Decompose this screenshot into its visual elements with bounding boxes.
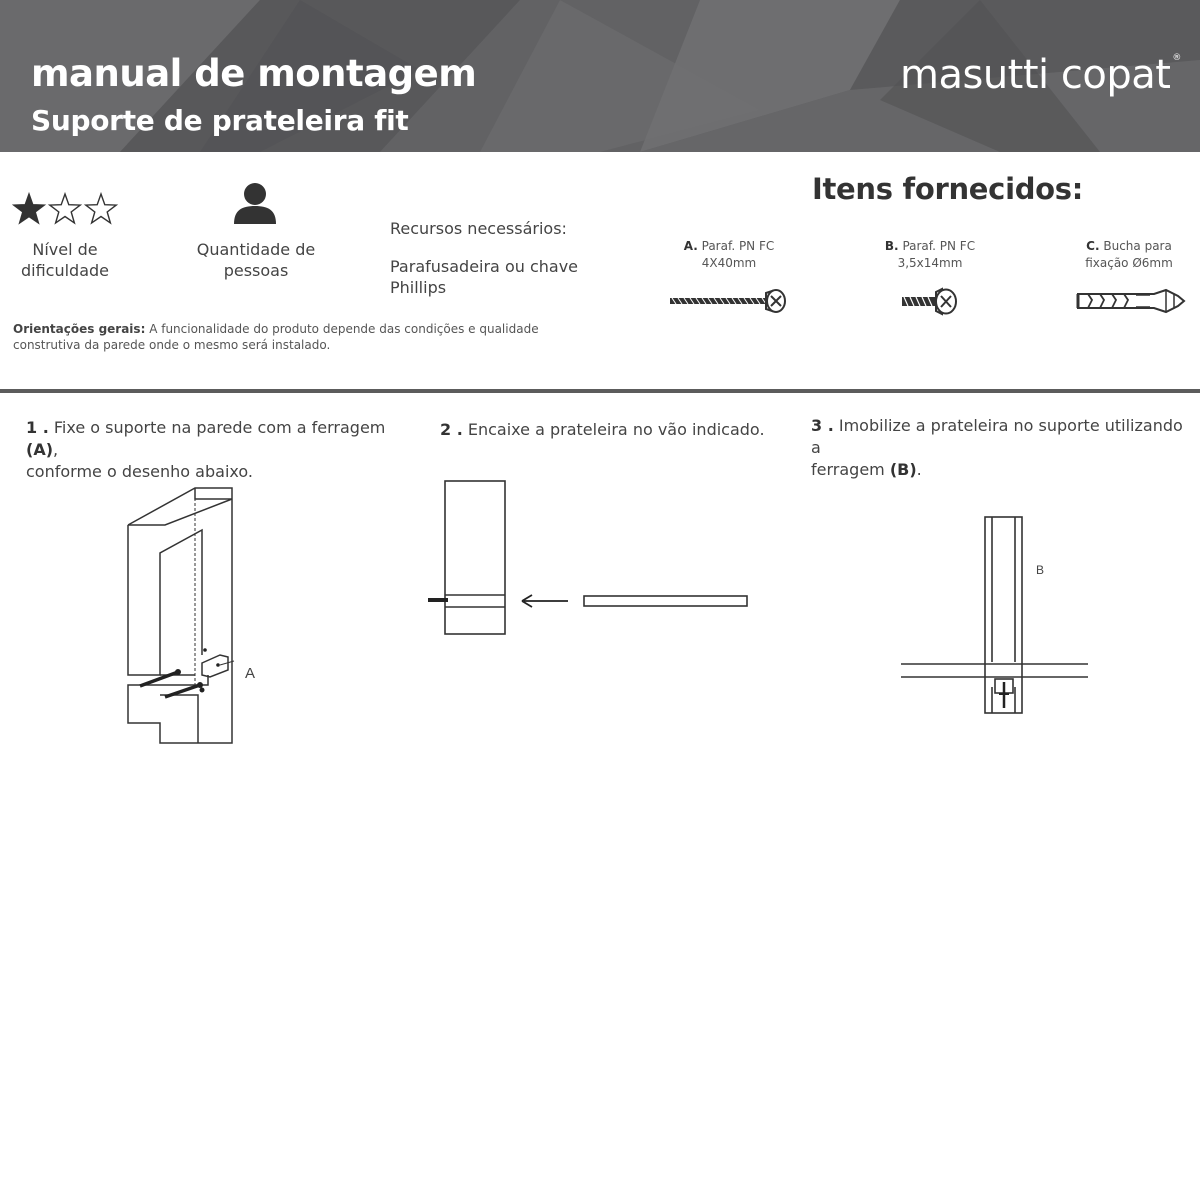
step-1-diagram [120, 485, 280, 755]
page-title: manual de montagem [31, 52, 477, 95]
step-1-text: Fixe o suporte na parede com a ferragem [48, 418, 386, 437]
step-3-text: Imobilize a prateleira no suporte utilizando a ferragem [811, 416, 1183, 479]
step-1-label-a: A [245, 665, 256, 682]
difficulty-stars [12, 192, 120, 228]
step-3-instruction [811, 415, 1191, 481]
item-a-name: Paraf. PN FC [697, 239, 775, 253]
item-c-name: Bucha para [1099, 239, 1172, 253]
long-screw-icon [668, 286, 790, 316]
header-banner [0, 0, 1200, 152]
wall-plug-icon [1074, 286, 1188, 316]
item-a-letter: A. [683, 239, 698, 253]
item-b-name: Paraf. PN FC [898, 239, 976, 253]
item-b-caption [855, 238, 1005, 272]
page-subtitle: Suporte de prateleira fit [31, 104, 409, 137]
step-3-text-end: . [916, 460, 922, 479]
supplied-items-title: Itens fornecidos: [812, 172, 1084, 206]
item-c-size: fixação Ø6mm [1085, 256, 1173, 270]
step-2-diagram [420, 475, 760, 645]
item-b-size: 3,5x14mm [897, 256, 963, 270]
registered-mark: ® [1172, 52, 1181, 63]
short-screw-icon [898, 286, 962, 318]
item-c-caption [1054, 238, 1200, 272]
step-3-diagram [895, 512, 1095, 722]
item-a-caption [654, 238, 804, 272]
difficulty-label: Nível de dificuldade [20, 240, 110, 280]
brand-logo [900, 52, 1181, 98]
resources-heading: Recursos necessários: [390, 219, 567, 238]
section-divider [0, 389, 1200, 393]
step-3-ref: (B) [889, 460, 917, 479]
item-c-letter: C. [1086, 239, 1100, 253]
step-1-ref: (A) [26, 440, 54, 459]
star-empty-icon [86, 194, 116, 223]
step-3-label-b: B [1036, 563, 1045, 577]
step-1-text-end: , conforme o desenho abaixo. [26, 440, 253, 481]
person-icon [232, 182, 278, 224]
step-1-number: 1 . [26, 418, 49, 437]
step-2-number: 2 . [440, 420, 463, 439]
step-1-instruction [26, 417, 406, 483]
people-label: Quantidade de pessoas [196, 240, 316, 280]
step-3-number: 3 . [811, 416, 834, 435]
item-b-letter: B. [884, 239, 899, 253]
guidance-label: Orientações gerais: [13, 322, 146, 336]
brand-name: masutti copat [900, 52, 1171, 98]
star-empty-icon [50, 194, 80, 223]
general-guidance [13, 321, 603, 353]
step-2-instruction [440, 419, 780, 441]
star-filled-icon [14, 194, 44, 223]
step-2-text: Encaixe a prateleira no vão indicado. [462, 420, 765, 439]
guidance-text: A funcionalidade do produto depende das condições e qualidade construtiva da parede onde o mesmo será instalado. [13, 322, 539, 352]
resources-tools: Parafusadeira ou chave Phillips [390, 257, 579, 297]
item-a-size: 4X40mm [701, 256, 757, 270]
